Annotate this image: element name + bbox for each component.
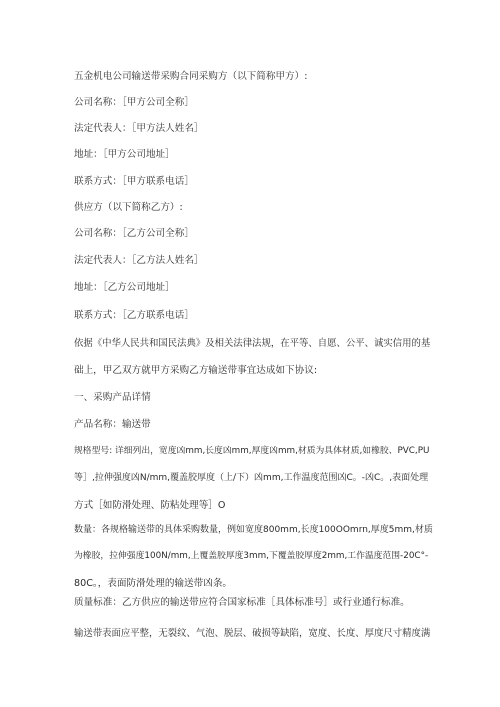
buyer-address: 地址：［甲方公司地址］	[74, 149, 175, 160]
preamble-line-2: 础上，甲乙双方就甲方采购乙方输送带事宜达成如下协议:	[74, 365, 318, 376]
quality-standard: 质量标准：乙方供应的输送带应符合国家标准［具体标准号］或行业通行标准。	[74, 597, 410, 608]
supplier-company-name: 公司名称：［乙方公司全称］	[74, 228, 194, 239]
spec-line-2: 等］,拉伸强度凶N/mm,覆盖胶厚度（上/下）凶mm,工作温度范围凶C。-凶C。,表面处理	[74, 473, 429, 483]
buyer-company-name: 公司名称：［甲方公司全称］	[74, 97, 194, 108]
section-heading-1: 一、采购产品详情	[74, 392, 151, 403]
supplier-contact: 联系方式：［乙方联系电话］	[74, 310, 194, 321]
quantity-line-3: 80C。，表面防滑处理的输送带凶条。	[74, 578, 233, 589]
quality-requirement-line: 输送带表面应平整，无裂纹、气泡、脱层、破损等缺陷，宽度、长度、厚度尺寸精度满	[74, 628, 431, 639]
buyer-contact: 联系方式：［甲方联系电话］	[74, 176, 194, 187]
quantity-line-1: 数量：各规格输送带的具体采购数量，例如宽度800mm,长度100OOmrn,厚度5mm,材质	[74, 525, 433, 535]
supplier-legal-representative: 法定代表人：［乙方法人姓名］	[74, 255, 204, 266]
contract-title: 五金机电公司输送带采购合同采购方（以下简称甲方）:	[74, 71, 308, 82]
supplier-heading: 供应方（以下简称乙方）:	[74, 202, 183, 213]
supplier-address: 地址：［乙方公司地址］	[74, 282, 175, 293]
product-name: 产品名称：输送带	[74, 419, 151, 430]
preamble-line-1: 依据《中华人民共和国民法典》及相关法律法规，在平等、自愿、公平、诚实信用的基	[74, 338, 431, 349]
quantity-line-2: 为橡胶，拉伸强度100N/mm,上覆盖胶厚度3mm,下覆盖胶厚度2mm,工作温度范围-20C°-	[74, 551, 429, 561]
spec-line-3: 方式［如防滑处理、防粘处理等］O	[74, 500, 226, 511]
spec-line-1: 规格型号: 详细列出，宽度凶mm,长度凶mm,厚度凶mm,材质为具体材质,如橡胶、PVC,PU	[74, 446, 430, 456]
buyer-legal-representative: 法定代表人：［甲方法人姓名］	[74, 123, 204, 134]
